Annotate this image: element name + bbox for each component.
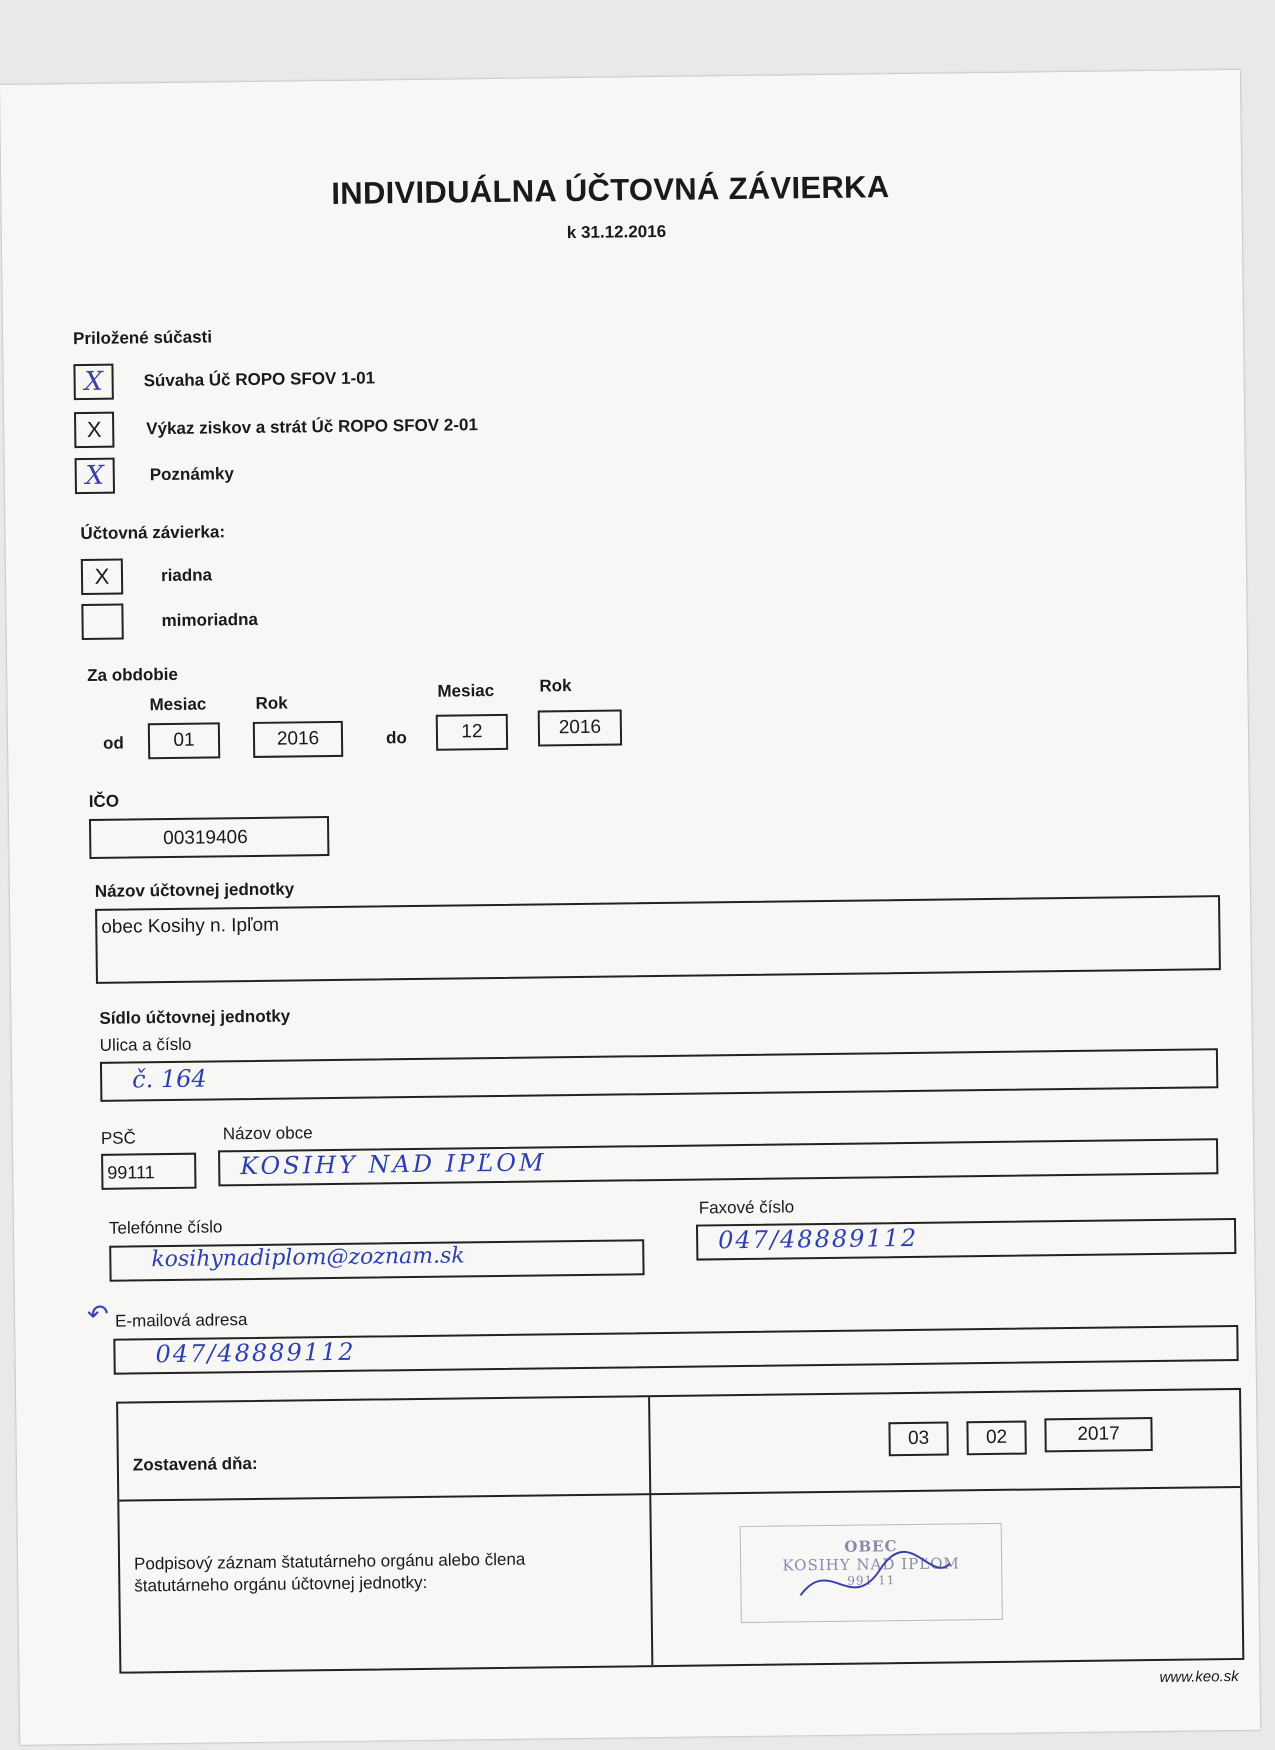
- entity-name-label: Názov účtovnej jednotky: [94, 879, 295, 901]
- period-to-label: do: [385, 728, 407, 748]
- signature-table-row-divider: [119, 1486, 1240, 1502]
- closing-type-label: Účtovná závierka:: [80, 522, 226, 544]
- attachment-checkbox-notes[interactable]: X: [75, 458, 115, 494]
- attachment-label-notes: Poznámky: [149, 464, 234, 485]
- compiled-month-field[interactable]: 02: [966, 1421, 1026, 1456]
- street-field[interactable]: [100, 1048, 1218, 1102]
- to-month-field[interactable]: 12: [436, 714, 508, 751]
- town-value: KOSIHY NAD IPĽOM: [240, 1148, 547, 1181]
- street-value: č. 164: [131, 1064, 207, 1094]
- period-from-label: od: [102, 733, 124, 753]
- ico-value: 00319406: [163, 827, 248, 850]
- ico-field[interactable]: [89, 816, 329, 859]
- attachment-checkbox-income-statement[interactable]: X: [74, 412, 114, 448]
- compiled-day-field[interactable]: 03: [888, 1422, 948, 1457]
- stamp-line-1: OBEC: [844, 1537, 898, 1556]
- from-month-label: Mesiac: [149, 694, 207, 715]
- to-year-label: Rok: [539, 676, 572, 696]
- signature-table-divider: [648, 1397, 653, 1665]
- period-label: Za obdobie: [87, 664, 179, 685]
- psc-label: PSČ: [100, 1128, 136, 1148]
- attachment-checkbox-balance[interactable]: X: [73, 364, 113, 400]
- footer-website: www.keo.sk: [1159, 1667, 1239, 1686]
- form-title: INDIVIDUÁLNA ÚČTOVNÁ ZÁVIERKA: [331, 169, 890, 211]
- closing-extraordinary-label: mimoriadna: [161, 609, 259, 631]
- phone-value: kosihynadiplom@zoznam.sk: [151, 1243, 465, 1273]
- entity-name-value: obec Kosihy n. Ipľom: [101, 914, 280, 938]
- compiled-label: Zostavená dňa:: [132, 1453, 258, 1475]
- signature-scribble-icon: [740, 1523, 1001, 1626]
- phone-field[interactable]: [109, 1239, 644, 1282]
- attachment-label-income-statement: Výkaz ziskov a strát Úč ROPO SFOV 2-01: [146, 415, 478, 439]
- from-month-field[interactable]: 01: [148, 722, 220, 759]
- stamp-line-3: 991 11: [847, 1573, 896, 1588]
- email-field[interactable]: [113, 1325, 1238, 1375]
- street-label: Ulica a číslo: [99, 1034, 192, 1055]
- attachments-label: Priložené súčasti: [72, 327, 213, 349]
- signature-table: [116, 1388, 1244, 1674]
- arrow-annotation-icon: ↶: [86, 1298, 110, 1330]
- attachment-label-balance: Súvaha Úč ROPO SFOV 1-01: [143, 368, 376, 391]
- email-label: E-mailová adresa: [114, 1310, 248, 1331]
- psc-field[interactable]: [101, 1153, 196, 1190]
- email-value: 047/48889112: [155, 1337, 356, 1369]
- seat-label: Sídlo účtovnej jednotky: [99, 1006, 291, 1028]
- entity-name-field[interactable]: [95, 895, 1221, 984]
- compiled-year-field[interactable]: 2017: [1044, 1417, 1152, 1452]
- from-year-label: Rok: [255, 693, 288, 713]
- closing-extraordinary-checkbox[interactable]: [81, 604, 123, 641]
- fax-label: Faxové číslo: [698, 1197, 795, 1218]
- ico-label: IČO: [88, 791, 120, 811]
- phone-label: Telefónne číslo: [108, 1217, 223, 1238]
- signature-label: Podpisový záznam štatutárneho orgánu alebo člena štatutárneho orgánu účtovnej jednotky:: [133, 1549, 526, 1596]
- town-field[interactable]: [218, 1138, 1218, 1186]
- closing-regular-label: riadna: [160, 565, 213, 586]
- closing-regular-checkbox[interactable]: X: [81, 559, 123, 596]
- form-sheet: [0, 70, 1260, 1745]
- stamp-line-2: KOSIHY NAD IPĽOM: [782, 1554, 960, 1575]
- form-date: k 31.12.2016: [566, 221, 667, 243]
- to-year-field[interactable]: 2016: [538, 709, 622, 746]
- town-label: Názov obce: [222, 1123, 313, 1144]
- to-month-label: Mesiac: [437, 681, 495, 701]
- from-year-field[interactable]: 2016: [253, 721, 343, 758]
- psc-value: 99111: [107, 1162, 155, 1183]
- fax-value: 047/48889112: [717, 1223, 919, 1255]
- fax-field[interactable]: [696, 1218, 1236, 1261]
